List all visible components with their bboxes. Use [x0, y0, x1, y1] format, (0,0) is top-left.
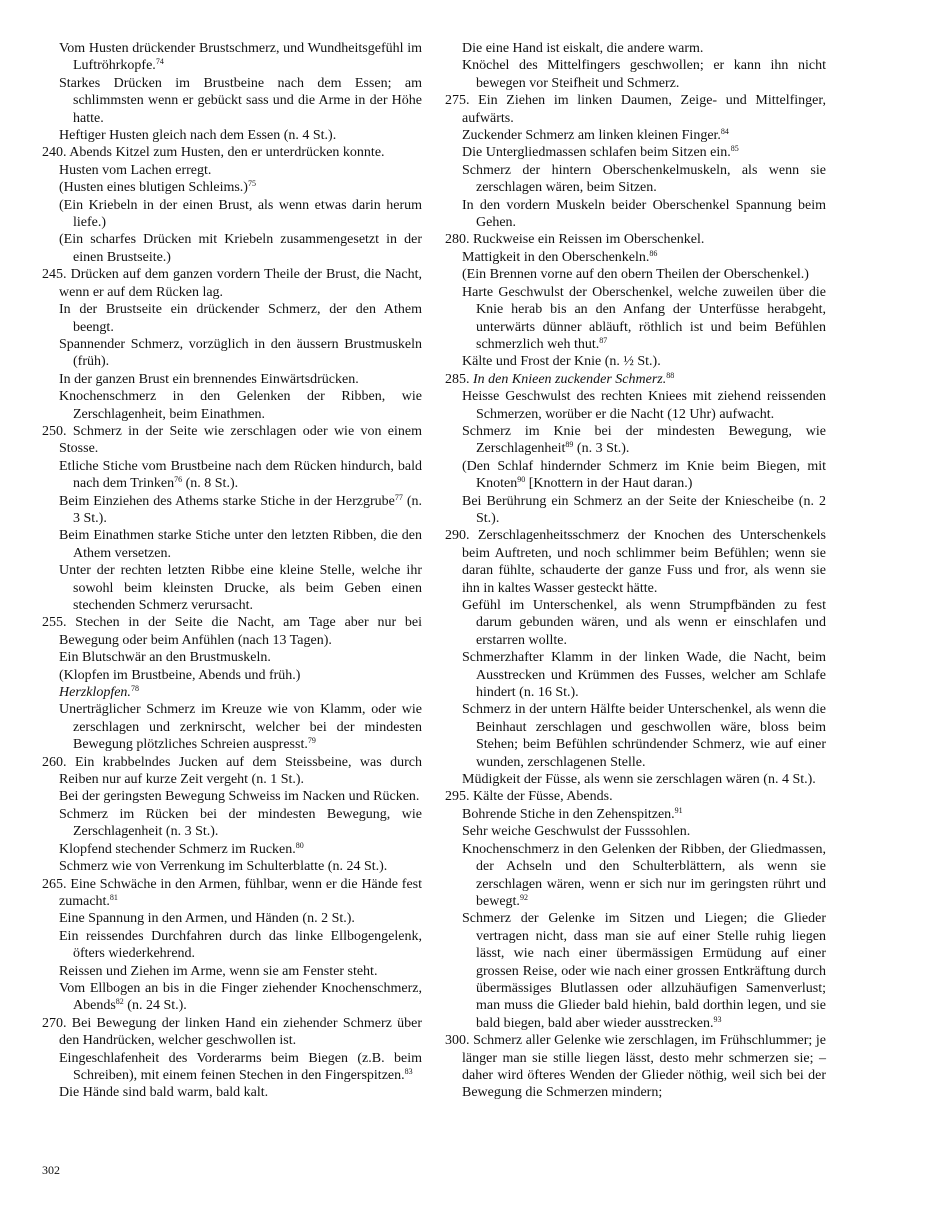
- entry-number: 280.: [445, 232, 470, 248]
- symptom-entry: [445, 249, 826, 266]
- entry-tail: (n. 3 St.).: [73, 493, 422, 526]
- footnote-ref: 83: [404, 1066, 413, 1076]
- entry-text: Schmerzhafter Klamm in der linken Wade, die Nacht, beim Ausstrecken und Krümmen des Fusses, welcher am Schlafe hindert (n. 16 St.).: [462, 650, 826, 701]
- entry-text: Knochenschmerz in den Gelenken der Ribben, der Gliedmassen, der Achseln und den Schulterblättern, als wenn sie zerschlagen wären, wenn er sich nur im geringsten rührt und bewegt.: [462, 841, 826, 909]
- symptom-entry: [42, 458, 422, 493]
- symptom-entry: [42, 858, 422, 875]
- symptom-entry: [42, 336, 422, 371]
- page-number: 302: [42, 1163, 60, 1177]
- entry-text: Bei Bewegung der linken Hand ein ziehender Schmerz über den Handrücken, welcher geschwollen ist.: [59, 1015, 422, 1049]
- footnote-ref: 87: [599, 335, 608, 345]
- entry-text: Stechen in der Seite die Nacht, am Tage aber nur bei Bewegung oder beim Anfühlen (nach 13 Tagen).: [59, 615, 422, 648]
- numbered-entry: [445, 527, 826, 597]
- symptom-entry: [42, 527, 422, 562]
- entry-text: Die eine Hand ist eiskalt, die andere warm.: [462, 41, 704, 56]
- symptom-entry: [445, 771, 826, 788]
- symptom-entry: [445, 197, 826, 232]
- symptom-entry: [445, 649, 826, 701]
- entry-text: Schmerz aller Gelenke wie zerschlagen, im Frühschlummer; je länger man sie stille liegen lässt, desto mehr schmerzen sie; – daher wird öfteres Wenden der Glieder nöthig, weil sich bei der Bewegung die Schmerzen mindern;: [462, 1033, 827, 1101]
- entry-text: Starkes Drücken im Brustbeine nach dem Essen; am schlimmsten wenn er gebückt sass und die Arme in der Höhe hatte.: [59, 75, 422, 126]
- entry-number: 250.: [42, 423, 67, 439]
- entry-text: (Den Schlaf hindernder Schmerz im Knie beim Biegen, mit Knoten: [462, 458, 826, 492]
- entry-text: Husten vom Lachen erregt.: [59, 162, 212, 178]
- entry-text: Beim Einathmen starke Stiche unter den letzten Ribben, die den Athem versetzen.: [59, 528, 422, 561]
- entry-text: In der ganzen Brust ein brennendes Einwärtsdrücken.: [59, 371, 359, 387]
- symptom-entry: [445, 284, 826, 354]
- footnote-ref: 81: [109, 892, 118, 902]
- footnote-ref: 88: [666, 370, 675, 380]
- symptom-entry: [42, 649, 422, 666]
- symptom-entry: [42, 562, 422, 614]
- entry-text: Ein reissendes Durchfahren durch das linke Ellbogengelenk, öfters wiederkehrend.: [59, 928, 422, 962]
- entry-text: Ruckweise ein Reissen im Oberschenkel.: [473, 232, 705, 248]
- symptom-entry: [445, 806, 826, 823]
- symptom-entry: [42, 301, 422, 336]
- symptom-entry: [42, 684, 422, 701]
- entry-number: 260.: [42, 754, 67, 770]
- entry-text: Schmerz im Rücken bei der mindesten Bewegung, wie Zerschlagenheit (n. 3 St.).: [59, 806, 422, 840]
- symptom-entry: [445, 388, 826, 423]
- entry-text: Vom Husten drückender Brustschmerz, und Wundheitsgefühl im Luftröhrkopfe.: [59, 41, 422, 74]
- symptom-entry: [42, 806, 422, 841]
- entry-text: Schmerz der Gelenke im Sitzen und Liegen; die Glieder vertragen nicht, dass man sie auf einer Stelle ruhig liegen lässt, wie nach einer übermässigen Ermüdung auf einer grossen Reise, oder wie nach einer grossen Entkräftung durch übermässiges Blutlassen oder allzuhäufigen Samenverlust; man muss die Glieder bald hiehin, bald dorthin legen, und sie bald biegen, bald aber wieder ausstrecken.: [462, 911, 826, 1031]
- entry-text: Drücken auf dem ganzen vordern Theile der Brust, die Nacht, wenn er auf dem Rücken lag.: [59, 267, 422, 300]
- numbered-entry: [445, 231, 826, 248]
- footnote-ref: 84: [720, 127, 729, 137]
- symptom-entry: [42, 963, 422, 980]
- symptom-entry: [42, 75, 422, 127]
- footnote-ref: 78: [130, 684, 139, 694]
- footnote-ref: 77: [394, 492, 403, 502]
- footnote-ref: 93: [713, 1014, 722, 1024]
- entry-text: Schmerz im Knie bei der mindesten Bewegung, wie Zerschlagenheit: [462, 423, 826, 457]
- entry-text: (Husten eines blutigen Schleims.): [59, 180, 248, 196]
- symptom-entry: [42, 179, 422, 196]
- numbered-entry: [445, 92, 826, 127]
- entry-tail: (n. 3 St.).: [573, 441, 630, 457]
- entry-text: Heftiger Husten gleich nach dem Essen (n. 4 St.).: [59, 128, 337, 144]
- entry-number: 270.: [42, 1015, 67, 1031]
- entry-text: Ein Blutschwär an den Brustmuskeln.: [59, 650, 271, 666]
- entry-text: Unerträglicher Schmerz im Kreuze wie von Klamm, oder wie zerschlagen und zerknirscht, welcher bei der mindesten Bewegung plötzliches Schreien auspresst.: [59, 702, 422, 753]
- entry-number: 290.: [445, 528, 470, 544]
- footnote-ref: 76: [174, 475, 183, 485]
- entry-text: Abends Kitzel zum Husten, den er unterdrücken konnte.: [69, 145, 385, 161]
- entry-text: Gefühl im Unterschenkel, als wenn Strumpfbänden zu fest darum gebunden wären, und als wenn er einschlafen und erstarren wollte.: [462, 598, 826, 648]
- entry-text: Knöchel des Mittelfingers geschwollen; er kann ihn nicht bewegen vor Steifheit und Schmerz.: [462, 58, 826, 91]
- symptom-entry: [445, 57, 826, 92]
- entry-tail: [Knottern in der Haut daran.): [525, 476, 693, 492]
- entry-text: Sehr weiche Geschwulst der Fusssohlen.: [462, 824, 691, 840]
- footnote-ref: 90: [517, 475, 526, 485]
- entry-tail: (n. 24 St.).: [123, 998, 187, 1014]
- entry-text: Etliche Stiche vom Brustbeine nach dem Rücken hindurch, bald nach dem Trinken: [59, 458, 422, 492]
- footnote-ref: 79: [307, 736, 316, 746]
- entry-number: 275.: [445, 93, 470, 109]
- entry-text: Bei Berührung ein Schmerz an der Seite der Kniescheibe (n. 2 St.).: [462, 493, 826, 526]
- symptom-entry: [445, 423, 826, 458]
- footnote-ref: 92: [519, 892, 528, 902]
- symptom-entry: [445, 144, 826, 161]
- symptom-entry: [445, 266, 826, 283]
- entry-text: In den Knieen zuckender Schmerz.: [473, 371, 667, 387]
- numbered-entry: [42, 614, 422, 649]
- entry-text: In den vordern Muskeln beider Oberschenkel Spannung beim Gehen.: [462, 197, 826, 231]
- entry-text: Zuckender Schmerz am linken kleinen Finger.: [462, 128, 721, 144]
- symptom-entry: [445, 910, 826, 1032]
- symptom-entry: [42, 197, 422, 232]
- entry-text: Die Hände sind bald warm, bald kalt.: [59, 1085, 269, 1101]
- numbered-entry: [445, 371, 826, 388]
- entry-text: Schmerz in der untern Hälfte beider Unterschenkel, als wenn die Beinhaut zerschlagen und geschwollen wäre, bloss beim Stehen; beim Befühlen schründender Schmerz, wie auf einer wunden, zerschlagenen Stelle.: [462, 702, 826, 770]
- symptom-entry: [42, 788, 422, 805]
- entry-text: Eine Spannung in den Armen, und Händen (n. 2 St.).: [59, 911, 355, 927]
- symptom-entry: [42, 493, 422, 528]
- entry-text: Schmerz in der Seite wie zerschlagen oder wie von einem Stosse.: [59, 423, 423, 457]
- entry-text: Zerschlagenheitsschmerz der Knochen des Unterschenkels beim Auftreten, und noch schlimmer beim Befühlen; wenn sie daran fühlte, schauderte der ganze Fuss und fror, als wenn sie ihn in kaltes Wasser gesteckt hätte.: [462, 528, 826, 596]
- numbered-entry: [42, 144, 422, 161]
- symptom-entry: [445, 701, 826, 771]
- entry-text: Beim Einziehen des Athems starke Stiche in der Herzgrube: [59, 493, 395, 509]
- entry-text: (Ein Brennen vorne auf den obern Theilen der Oberschenkel.): [462, 267, 809, 283]
- entry-number: 300.: [445, 1033, 470, 1049]
- footnote-ref: 91: [674, 805, 683, 815]
- numbered-entry: [42, 266, 422, 301]
- symptom-entry: [42, 162, 422, 179]
- footnote-ref: 80: [295, 840, 304, 850]
- entry-number: 255.: [42, 615, 67, 631]
- entry-text: Unter der rechten letzten Ribbe eine kleine Stelle, welche ihr sowohl beim kleinsten Drucke, als beim Geben einen stechenden Schmerz verursacht.: [59, 563, 422, 613]
- footnote-ref: 75: [247, 179, 256, 189]
- symptom-entry: [42, 701, 422, 753]
- entry-text: Eine Schwäche in den Armen, fühlbar, wenn er die Hände fest zumacht.: [59, 876, 423, 909]
- entry-text: Klopfend stechender Schmerz im Rucken.: [59, 841, 296, 857]
- numbered-entry: [42, 1015, 422, 1050]
- symptom-entry: [42, 388, 422, 423]
- entry-text: Eingeschlafenheit des Vorderarms beim Biegen (z.B. beim Schreiben), mit einem feinen Stechen in den Fingerspitzen.: [59, 1050, 422, 1083]
- entry-text: Die Untergliedmassen schlafen beim Sitzen ein.: [462, 145, 731, 161]
- numbered-entry: [42, 876, 422, 911]
- symptom-entry: [445, 127, 826, 144]
- symptom-entry: [445, 493, 826, 528]
- footnote-ref: 85: [730, 144, 739, 154]
- entry-text: Spannender Schmerz, vorzüglich in den äussern Brustmuskeln (früh).: [59, 336, 422, 370]
- entry-text: Müdigkeit der Füsse, als wenn sie zerschlagen wären (n. 4 St.).: [462, 772, 816, 788]
- symptom-entry: [445, 162, 826, 197]
- symptom-entry: [42, 980, 422, 1015]
- left-column: [42, 40, 422, 1102]
- footnote-ref: 74: [155, 57, 164, 67]
- entry-tail: (n. 8 St.).: [182, 476, 239, 492]
- symptom-entry: [445, 841, 826, 911]
- entry-text: Ein krabbelndes Jucken auf dem Steissbeine, was durch Reiben nur auf kurze Zeit vergeht (n. 1 St.).: [59, 754, 422, 788]
- entry-text: (Klopfen im Brustbeine, Abends und früh.): [59, 667, 301, 683]
- symptom-entry: [445, 353, 826, 370]
- entry-number: 295.: [445, 789, 470, 805]
- entry-text: Schmerz der hintern Oberschenkelmuskeln, als wenn sie zerschlagen wären, beim Sitzen.: [462, 162, 826, 196]
- footnote-ref: 82: [115, 997, 124, 1007]
- numbered-entry: [42, 423, 422, 458]
- symptom-entry: [42, 127, 422, 144]
- numbered-entry: [445, 788, 826, 805]
- symptom-entry: [445, 40, 826, 57]
- symptom-entry: [42, 667, 422, 684]
- symptom-entry: [445, 823, 826, 840]
- entry-text: Kälte der Füsse, Abends.: [473, 789, 613, 805]
- entry-text: Ein Ziehen im linken Daumen, Zeige- und Mittelfinger, aufwärts.: [462, 93, 826, 126]
- entry-text: In der Brustseite ein drückender Schmerz, der den Athem beengt.: [59, 302, 422, 335]
- entry-number: 265.: [42, 876, 67, 892]
- footnote-ref: 89: [565, 440, 574, 450]
- symptom-entry: [445, 597, 826, 649]
- symptom-entry: [42, 371, 422, 388]
- footnote-ref: 86: [649, 248, 658, 258]
- symptom-entry: [42, 928, 422, 963]
- symptom-entry: [42, 1050, 422, 1085]
- numbered-entry: [42, 754, 422, 789]
- entry-number: 245.: [42, 267, 67, 283]
- entry-text: Reissen und Ziehen im Arme, wenn sie am Fenster steht.: [59, 963, 378, 979]
- numbered-entry: [445, 1032, 826, 1102]
- entry-text: (Ein Kriebeln in der einen Brust, als wenn etwas darin herum liefe.): [59, 197, 422, 231]
- entry-number: 240.: [42, 145, 67, 161]
- right-column: [445, 40, 826, 1102]
- entry-text: Kälte und Frost der Knie (n. ½ St.).: [462, 354, 661, 370]
- entry-text: Herzklopfen.: [59, 685, 131, 701]
- entry-text: Mattigkeit in den Oberschenkeln.: [462, 249, 650, 265]
- entry-number: 285.: [445, 371, 470, 387]
- entry-text: Schmerz wie von Verrenkung im Schulterblatte (n. 24 St.).: [59, 859, 388, 875]
- entry-text: Heisse Geschwulst des rechten Kniees mit ziehend reissenden Schmerzen, worüber er die Nacht (12 Uhr) aufwacht.: [462, 389, 826, 422]
- entry-text: Knochenschmerz in den Gelenken der Ribben, wie Zerschlagenheit, beim Einathmen.: [59, 389, 422, 422]
- entry-text: Bei der geringsten Bewegung Schweiss im Nacken und Rücken.: [59, 789, 420, 805]
- entry-text: Bohrende Stiche in den Zehenspitzen.: [462, 806, 675, 822]
- symptom-entry: [42, 1084, 422, 1101]
- symptom-entry: [42, 910, 422, 927]
- entry-text: (Ein scharfes Drücken mit Kriebeln zusammengesetzt in der einen Brustseite.): [59, 232, 422, 265]
- symptom-entry: [42, 40, 422, 75]
- entry-text: Vom Ellbogen an bis in die Finger ziehender Knochenschmerz, Abends: [59, 980, 422, 1014]
- symptom-entry: [42, 841, 422, 858]
- symptom-entry: [42, 231, 422, 266]
- symptom-entry: [445, 458, 826, 493]
- entry-text: Harte Geschwulst der Oberschenkel, welche zuweilen über die Knie herab bis an den Anfang der Unterfüsse herabgeht, unterwärts dünner abläuft, röthlich ist und beim Befühlen schmerzlich weh thut.: [462, 284, 826, 352]
